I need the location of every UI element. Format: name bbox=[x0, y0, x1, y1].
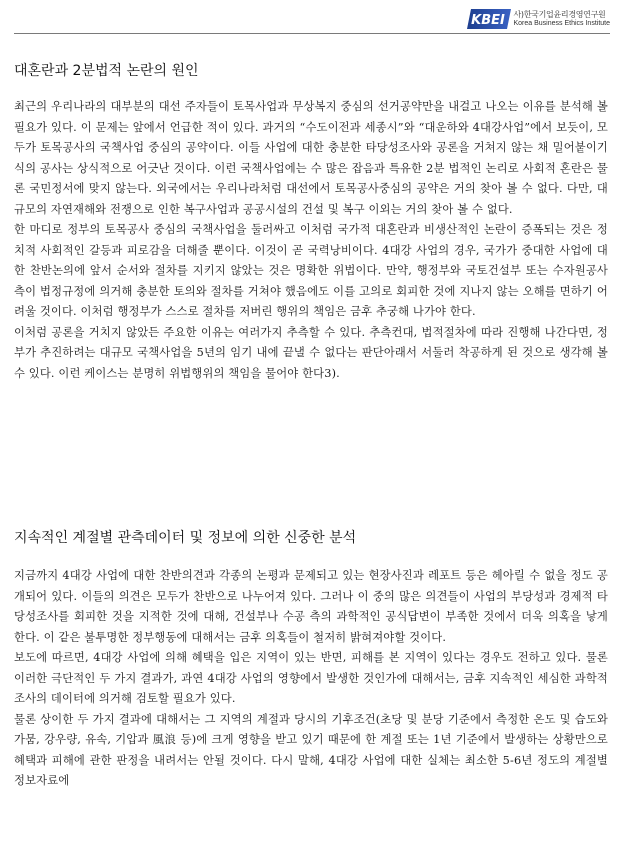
paragraph: 지금까지 4대강 사업에 대한 찬반의견과 각종의 논평과 문제되고 있는 현장사진과 레포트 등은 헤아릴 수 없을 정도 공개되어 있다. 이들의 의견은 모두가 찬반으로 나누어져 있다. 그러나 이 중의 많은 의견들이 사업의 부당성과 경제적 타당성조사를 회피한 것을 지적한 것에 대해, 건설부나 수공 측의 과학적인 공식답변이 부족한 것에서 더욱 의혹을 낳게 한다. 이 같은 불투명한 정부행동에 대해서는 금후 의혹들이 철저히 밝혀져야할 것이다. bbox=[14, 569, 608, 644]
kbei-logo bbox=[467, 8, 511, 30]
header-divider bbox=[14, 33, 610, 34]
section-body bbox=[14, 566, 608, 792]
org-name-ko: 사)한국기업윤리경영연구원 bbox=[513, 10, 606, 20]
paragraph: 이처럼 공론을 거치지 않았든 주요한 이유는 여러가지 추측할 수 있다. 추측컨대, 법적절차에 따라 진행해 나간다면, 정부가 추진하려는 대규모 국책사업을 5년의 임기 내에 끝낼 수 없다는 판단아래서 서둘러 착공하게 된 것으로 생각해 볼수 있다. 이런 케이스는 분명히 위법행위의 책임을 물어야 한다3). bbox=[14, 325, 608, 380]
section-heading: 지속적인 계절별 관측데이터 및 정보에 의한 신중한 분석 bbox=[14, 530, 357, 546]
org-name bbox=[514, 11, 611, 27]
paragraph: 물론 상이한 두 가지 결과에 대해서는 그 지역의 계절과 당시의 기후조건(초당 및 분당 기준에서 측정한 온도 및 습도와 가뭄, 강우량, 유속, 기압과 風浪 등)에 크게 영향을 받고 있기 때문에 한 계절 또는 1년 기준에서 발생하는 상황만으로 혜택과 피해에 관한 판정을 내려서는 안될 것이다. 다시 말해, 4대강 사업에 대한 실체는 최소한 5-6년 정도의 계절별 정보자료에 bbox=[14, 712, 608, 787]
section-heading: 대혼란과 2분법적 논란의 원인 bbox=[14, 63, 199, 79]
svg-text:KBEI: KBEI bbox=[470, 13, 505, 28]
org-name-en: Korea Business Ethics Institute bbox=[513, 19, 610, 27]
paragraph: 최근의 우리나라의 대부분의 대선 주자들이 토목사업과 무상복지 중심의 선거공약만을 내걸고 나오는 이유를 분석해 볼 필요가 있다. 이 문제는 앞에서 언급한 적이 있다. 과거의 “수도이전과 세종시”와 “대운하와 4대강사업”에서 보듯이, 모두가 토목공사의 국책사업 중심의 공약이다. 이들 사업에 대한 충분한 타당성조사와 공론을 거쳐지 않는 채 밀어붙이기 식의 공사는 상식적으로 어긋난 것이다. 이런 국책사업에는 수 많은 잡음과 특유한 2분 법적인 논리로 사회적 혼란은 물론 국민정서에 맞지 않는다. 외국에서는 우리나라처럼 대선에서 토목공사중심의 공약은 거의 찾아 볼 수 없다. 다만, 대규모의 자연재해와 전쟁으로 인한 복구사업과 공공시설의 건설 및 복구 이외는 거의 찾아 볼 수 없다. bbox=[14, 100, 608, 216]
paragraph: 보도에 따르면, 4대강 사업에 의해 혜택을 입은 지역이 있는 반면, 피해를 본 지역이 있다는 경우도 전하고 있다. 물론 이러한 극단적인 두 가지 결과가, 과연 4대강 사업의 영향에서 발생한 것인가에 대해서는, 금후 지속적인 세심한 과학적 조사의 데이터에 의거해 검토할 필요가 있다. bbox=[14, 651, 608, 705]
section-body bbox=[14, 97, 608, 384]
page-header bbox=[14, 6, 610, 32]
paragraph: 한 마디로 정부의 토목공사 중심의 국책사업을 둘러싸고 이처럼 국가적 대혼란과 비생산적인 논란이 증폭되는 것은 정치적 사회적인 갈등과 피로감을 더해줄 뿐이다. 이것이 곧 국력낭비이다. 4대강 사업의 경우, 국가가 중대한 사업에 대한 찬반논의에 앞서 순서와 절차를 지키지 않았는 것은 명확한 위법이다. 만약, 행정부와 국토건설부 또는 수자원공사 측이 법정규정에 의거해 충분한 토의와 절차를 거쳐야 했음에도 이를 고의로 회피한 것에 지나지 않는 오해를 면하기 어려울 것이다. 이처럼 행정부가 스스로 절차를 저버린 행위의 책임은 금후 추궁해 나가야 한다. bbox=[14, 223, 608, 318]
